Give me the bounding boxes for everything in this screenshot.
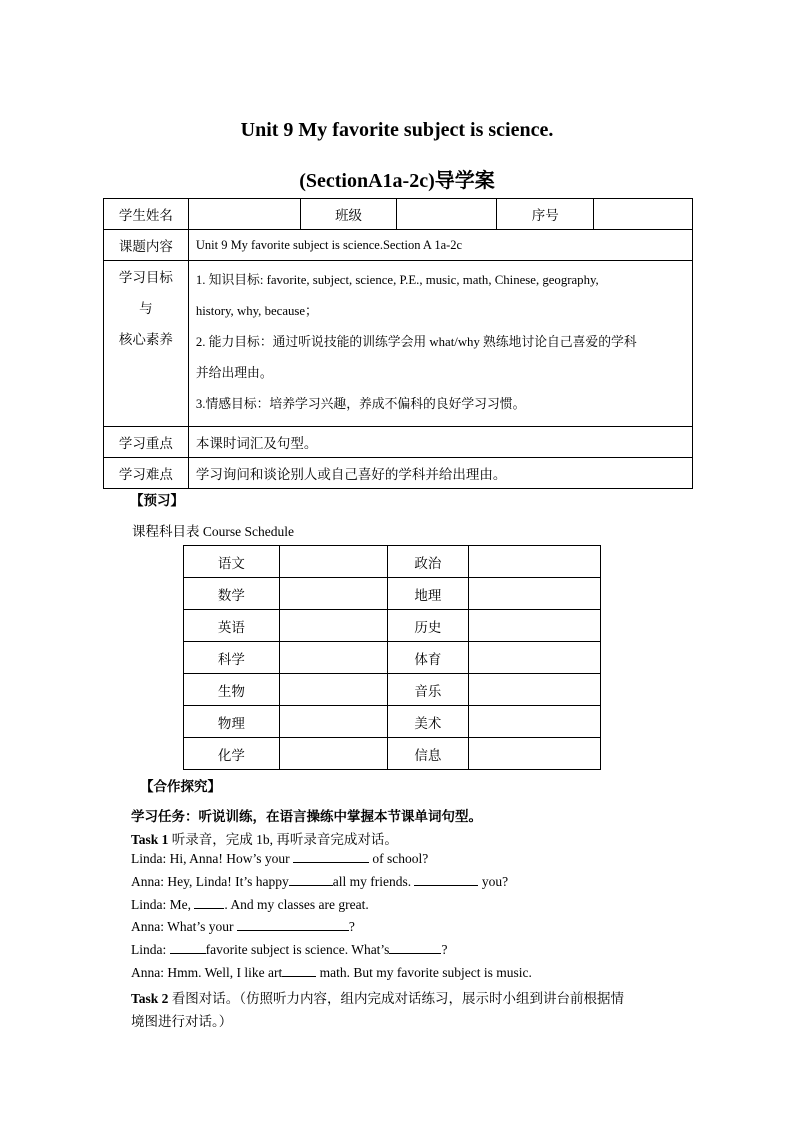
schedule-subject-cell: 科学	[184, 642, 280, 674]
schedule-subject-cell: 政治	[387, 546, 469, 578]
goals-content	[188, 261, 692, 427]
dialogue-text: Linda:	[131, 942, 170, 957]
schedule-subject-cell: 信息	[387, 738, 469, 770]
schedule-subject-cell: 语文	[184, 546, 280, 578]
blank-3[interactable]	[414, 885, 478, 886]
schedule-subject-cell: 英语	[184, 610, 280, 642]
task2-line-2: 境图进行对话。）	[131, 1014, 233, 1029]
schedule-row	[184, 706, 601, 738]
goal-2a: 2. 能力目标：通过听说技能的训练学会用 what/why 熟练地讨论自己喜爱的学科	[195, 335, 637, 349]
schedule-answer-cell[interactable]	[469, 674, 601, 706]
blank-6[interactable]	[170, 953, 206, 954]
blank-8[interactable]	[282, 976, 316, 977]
dialogue-text: Linda: Me,	[131, 897, 195, 912]
dialogue-text: you?	[478, 874, 509, 889]
schedule-answer-cell[interactable]	[469, 642, 601, 674]
goals-label-line-3: 核心素养	[118, 332, 173, 347]
class-field[interactable]	[397, 199, 497, 230]
focus-value: 本课时词汇及句型。	[188, 427, 692, 458]
task-intro: 学习任务：听说训练，在语言操练中掌握本节课单词句型。	[131, 809, 482, 824]
dialogue-text: . And my classes are great.	[224, 897, 369, 912]
goal-3: 3.情感目标：培养学习兴趣，养成不偏科的良好学习习惯。	[195, 397, 526, 411]
schedule-row	[184, 546, 601, 578]
focus-label: 学习重点	[104, 427, 189, 458]
task2-label: Task 2	[131, 991, 169, 1006]
dialogue-text: ?	[348, 919, 355, 934]
schedule-subject-cell: 历史	[387, 610, 469, 642]
schedule-subject-cell: 美术	[387, 706, 469, 738]
dialogue-line-6	[131, 965, 532, 981]
schedule-subject-cell: 地理	[387, 578, 469, 610]
dialogue-line-2	[131, 874, 508, 890]
student-name-field[interactable]	[188, 199, 300, 230]
number-field[interactable]	[594, 199, 693, 230]
schedule-row	[184, 674, 601, 706]
difficulty-value: 学习询问和谈论别人或自己喜好的学科并给出理由。	[188, 458, 692, 489]
blank-4[interactable]	[194, 908, 224, 909]
schedule-answer-cell[interactable]	[279, 706, 387, 738]
task2-text-1: 看图对话。（仿照听力内容，组内完成对话练习，展示时小组到讲台前根据情	[168, 991, 625, 1006]
schedule-answer-cell[interactable]	[469, 546, 601, 578]
schedule-answer-cell[interactable]	[279, 674, 387, 706]
goal-1a: 1. 知识目标: favorite, subject, science, P.E., music, math, Chinese, geography,	[195, 273, 599, 287]
dialogue-text: Anna: What’s your	[131, 919, 237, 934]
title-line-2: (SectionA1a-2c)导学案	[299, 170, 495, 192]
schedule-answer-cell[interactable]	[279, 642, 387, 674]
goal-2b: 并给出理由。	[195, 366, 273, 380]
schedule-row	[184, 738, 601, 770]
blank-2[interactable]	[289, 885, 333, 886]
schedule-answer-cell[interactable]	[279, 738, 387, 770]
difficulty-label: 学习难点	[104, 458, 189, 489]
task1-text: 听录音，完成 1b, 再听录音完成对话。	[168, 832, 398, 847]
schedule-row	[184, 578, 601, 610]
schedule-answer-cell[interactable]	[279, 546, 387, 578]
goal-1b: history, why, because；	[195, 304, 318, 318]
schedule-answer-cell[interactable]	[279, 578, 387, 610]
task1-line	[131, 828, 398, 848]
schedule-subject-cell: 音乐	[387, 674, 469, 706]
dialogue-line-5	[131, 942, 447, 958]
title-line-1: Unit 9 My favorite subject is science.	[240, 119, 554, 141]
dialogue-text: of school?	[368, 851, 429, 866]
blank-5[interactable]	[237, 930, 349, 931]
class-label: 班级	[300, 199, 397, 230]
dialogue-text: Anna: Hmm. Well, I like art	[131, 965, 283, 980]
lesson-info-table	[103, 198, 693, 489]
schedule-subject-cell: 数学	[184, 578, 280, 610]
schedule-answer-cell[interactable]	[279, 610, 387, 642]
goals-label	[104, 261, 189, 427]
task1-label: Task 1	[131, 832, 169, 847]
dialogue-text: Linda: Hi, Anna! How’s your	[131, 851, 293, 866]
blank-7[interactable]	[389, 953, 441, 954]
goals-label-line-2: 与	[139, 301, 153, 316]
dialogue-text: favorite subject is science. What’s	[205, 942, 390, 957]
number-label: 序号	[497, 199, 594, 230]
schedule-subject-cell: 化学	[184, 738, 280, 770]
topic-label: 课题内容	[104, 230, 189, 261]
schedule-answer-cell[interactable]	[469, 610, 601, 642]
coop-heading: 【合作探究】	[140, 779, 221, 794]
schedule-answer-cell[interactable]	[469, 706, 601, 738]
schedule-subject-cell: 体育	[387, 642, 469, 674]
student-name-label: 学生姓名	[104, 199, 189, 230]
schedule-row	[184, 610, 601, 642]
dialogue-line-3	[131, 897, 369, 913]
schedule-caption: 课程科目表 Course Schedule	[132, 524, 294, 539]
dialogue-text: Anna: Hey, Linda! It’s happy	[131, 874, 289, 889]
topic-value: Unit 9 My favorite subject is science.Section A 1a-2c	[188, 230, 692, 261]
dialogue-text: ?	[441, 942, 448, 957]
schedule-subject-cell: 物理	[184, 706, 280, 738]
dialogue-text: math. But my favorite subject is music.	[316, 965, 532, 980]
preview-heading: 【预习】	[130, 493, 184, 508]
schedule-answer-cell[interactable]	[469, 738, 601, 770]
schedule-subject-cell: 生物	[184, 674, 280, 706]
blank-1[interactable]	[293, 862, 369, 863]
dialogue-line-4	[131, 919, 355, 935]
task2-line-1	[131, 987, 624, 1007]
goals-label-line-1: 学习目标	[118, 270, 173, 285]
schedule-answer-cell[interactable]	[469, 578, 601, 610]
dialogue-text: all my friends.	[332, 874, 415, 889]
course-schedule-table	[183, 545, 601, 770]
dialogue-line-1	[131, 851, 428, 867]
schedule-row	[184, 642, 601, 674]
